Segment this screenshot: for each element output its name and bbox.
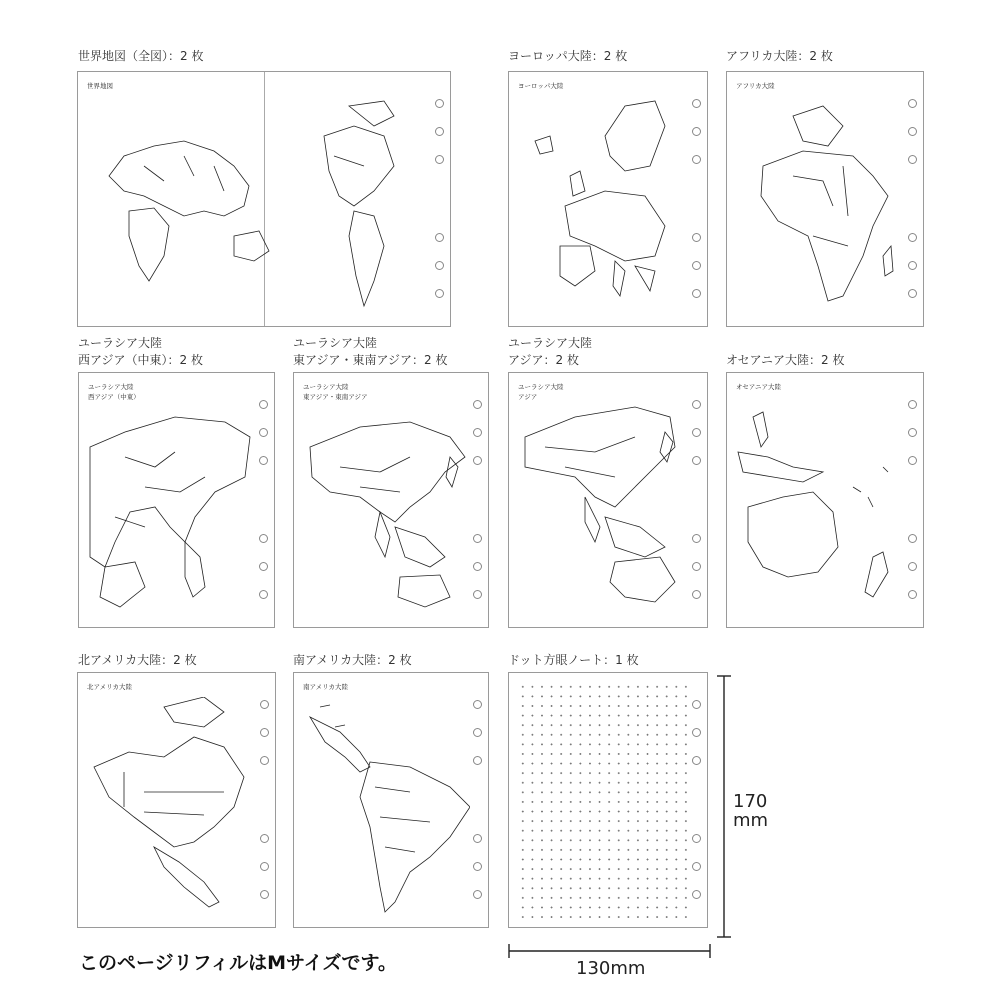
sheet-label: 南アメリカ大陸 (303, 683, 349, 691)
caption-asia: ユーラシア大陸 アジア：2 枚 (508, 336, 593, 367)
size-note: このページリフィルはMサイズです。 (79, 952, 397, 974)
caption-world-map: 世界地図（全図）：2 枚 (78, 49, 204, 63)
sheet-label: ユーラシア大陸 東アジア・東南アジア (303, 383, 368, 401)
caption-north-america: 北アメリカ大陸：2 枚 (78, 653, 197, 667)
caption-south-america: 南アメリカ大陸：2 枚 (293, 653, 412, 667)
caption-oceania: オセアニア大陸：2 枚 (726, 353, 845, 367)
caption-east-asia: ユーラシア大陸 東アジア・東南アジア：2 枚 (293, 336, 448, 367)
sheet-label: オセアニア大陸 (736, 383, 781, 391)
sheet-label: 世界地図 (87, 82, 113, 90)
caption-africa: アフリカ大陸：2 枚 (726, 49, 833, 63)
height-dimension-label: 170 mm (733, 791, 769, 831)
sheet-label: ヨーロッパ大陸 (518, 82, 564, 90)
sheet-label: アフリカ大陸 (736, 82, 775, 90)
sheet-label: 北アメリカ大陸 (87, 683, 133, 691)
sheet-label: ユーラシア大陸 アジア (518, 383, 564, 401)
caption-dot-grid: ドット方眼ノート：1 枚 (508, 653, 639, 667)
caption-west-asia: ユーラシア大陸 西アジア（中東）：2 枚 (78, 336, 203, 367)
sheet-label: ユーラシア大陸 西アジア（中東） (88, 383, 140, 401)
width-dimension-label: 130mm (576, 958, 646, 979)
caption-europe: ヨーロッパ大陸：2 枚 (508, 49, 628, 63)
